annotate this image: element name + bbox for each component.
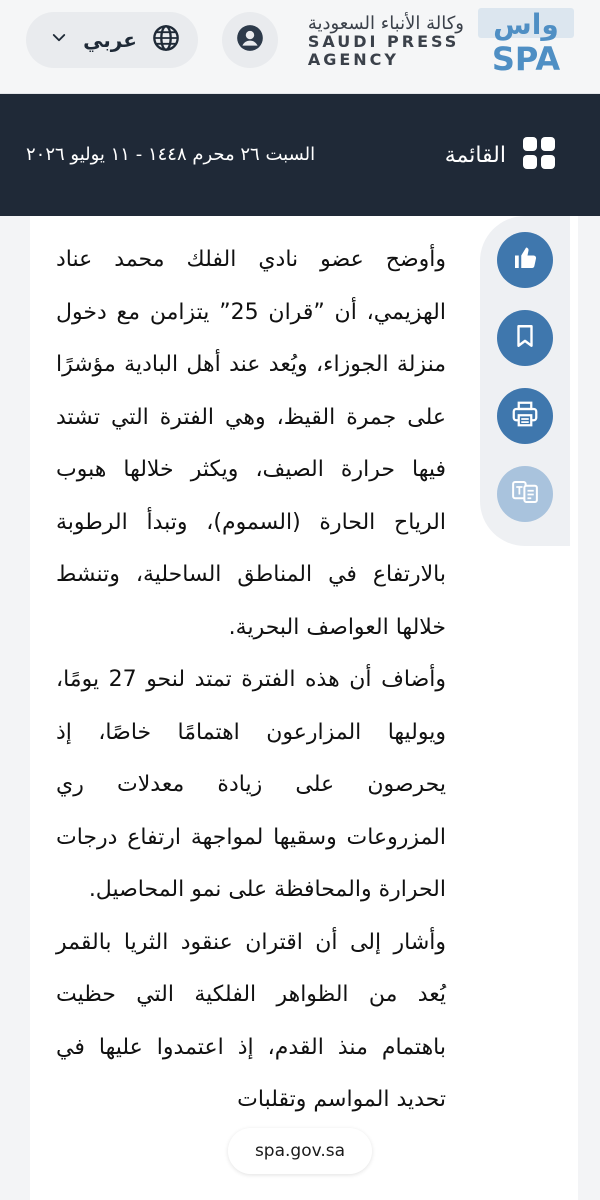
current-date: السبت ٢٦ محرم ١٤٤٨ - ١١ يوليو ٢٠٢٦ [26, 144, 316, 165]
logo-arabic: وكالة الأنباء السعودية [307, 13, 464, 34]
logo-text [308, 15, 464, 69]
bookmark-icon [512, 321, 538, 355]
browser-url-chip[interactable]: spa.gov.sa [228, 1128, 372, 1174]
spa-logo[interactable] [308, 6, 576, 78]
thumbs-up-icon [510, 243, 540, 277]
user-account-button[interactable] [222, 12, 278, 68]
translate-button[interactable] [497, 466, 553, 522]
logo-english-line2: AGENCY [307, 50, 399, 69]
menu-label: القائمة [444, 142, 506, 168]
logo-mark-text: SPA [491, 40, 561, 74]
article-text [56, 234, 446, 1127]
print-button[interactable] [497, 388, 553, 444]
user-icon [236, 24, 264, 56]
article-tools [480, 216, 570, 546]
article-paragraph: وأشار إلى أن اقتران عنقود الثريا بالقمر يُعد من الظواهر الفلكية التي حظيت باهتمام منذ القدم، إذ اعتمدوا عليها في تحديد المواسم وتقلبات [56, 929, 446, 1112]
like-button[interactable] [497, 232, 553, 288]
globe-icon [152, 24, 180, 56]
language-label: عربي [83, 28, 137, 52]
chevron-down-icon [50, 29, 68, 51]
svg-text:واس: واس [493, 8, 559, 41]
menu-button[interactable] [445, 136, 556, 174]
grid-menu-icon [522, 136, 556, 174]
language-switcher[interactable] [26, 12, 198, 68]
translate-icon [509, 477, 541, 511]
logo-english-line1: SAUDI PRESS [307, 32, 460, 51]
article-paragraph: وأوضح عضو نادي الفلك محمد عناد الهزيمي، أن ”قران 25” يتزامن مع دخول منزلة الجوزاء، ويُعد عند أهل البادية مؤشرًا على جمرة القيظ، وهي الفترة التي تشتد فيها حرارة الصيف، ويكثر خلالها هبوب الرياح الحارة (السموم)، وتبدأ الرطوبة بالارتفاع في المناطق الساحلية، وتنشط خلالها العواصف البحرية. [56, 247, 446, 640]
article-paragraph: وأضاف أن هذه الفترة تمتد لنحو 27 يومًا، ويوليها المزارعون اهتمامًا خاصًا، إذ يحرصون على زيادة معدلات ري المزروعات وسقيها لمواجهة ارتفاع درجات الحرارة والمحافظة على نمو المحاصيل. [56, 667, 447, 902]
spa-logo-mark [476, 6, 576, 78]
bookmark-button[interactable] [497, 310, 553, 366]
nav-bar [0, 94, 600, 216]
top-header [0, 0, 600, 94]
printer-icon [509, 399, 541, 433]
